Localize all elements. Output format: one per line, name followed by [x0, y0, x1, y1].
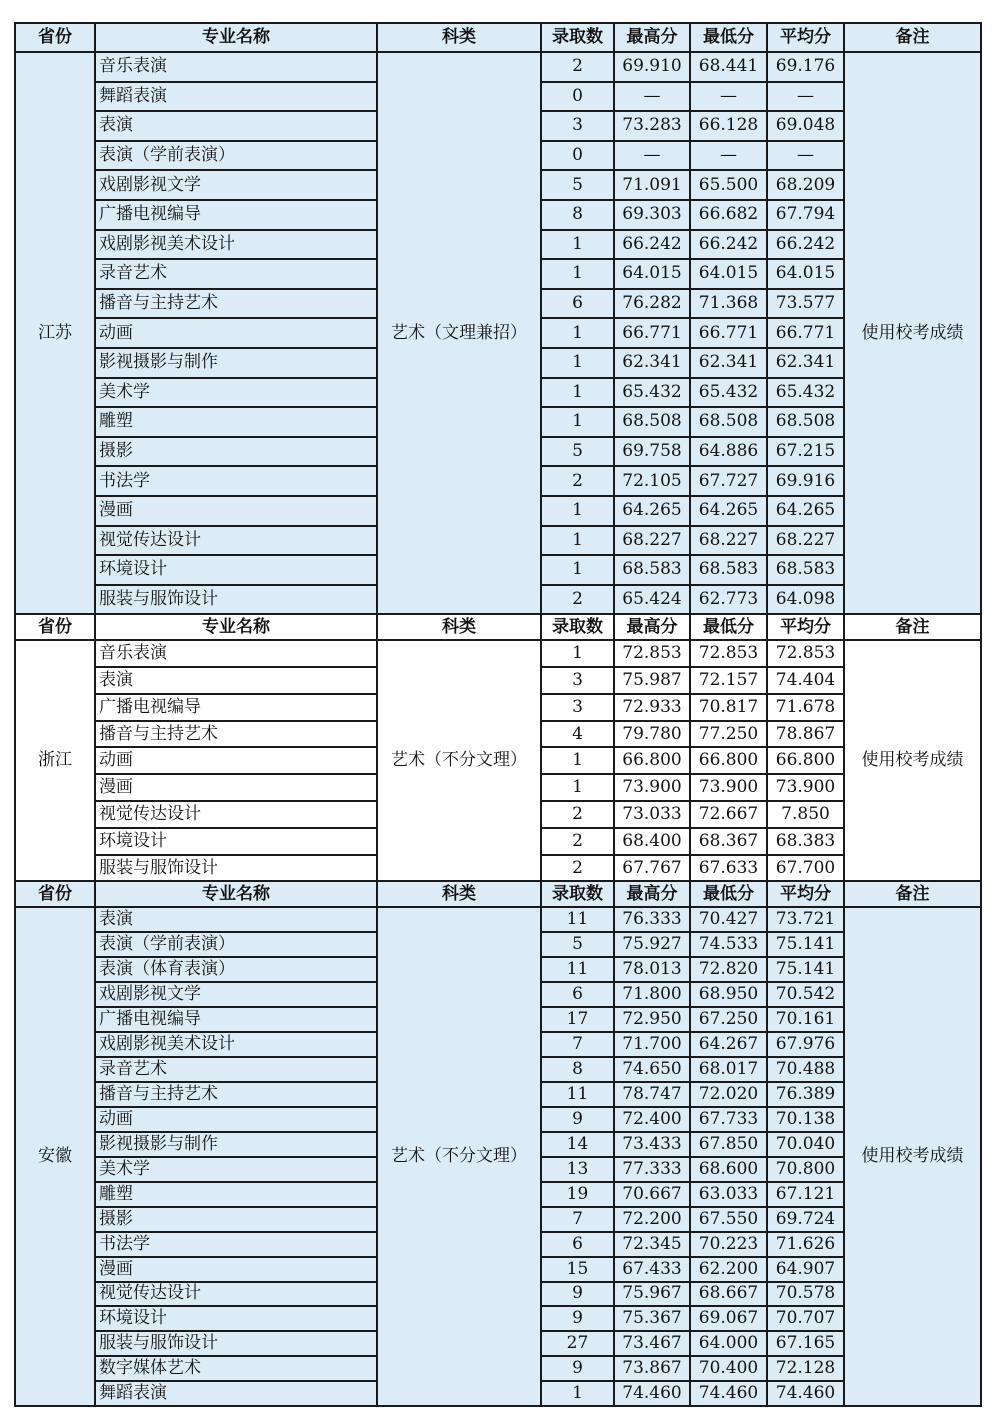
major-name-cell: 表演（学前表演）	[95, 141, 377, 171]
max-score-cell: 76.333	[614, 907, 690, 932]
category-cell: 艺术（不分文理）	[377, 907, 541, 1406]
admit-count-cell: 15	[541, 1257, 614, 1282]
max-header: 最高分	[614, 881, 690, 907]
admission-score-table	[14, 22, 980, 1407]
max-score-cell: 73.283	[614, 111, 690, 141]
major-name-cell: 动画	[95, 318, 377, 348]
min-score-cell: 74.460	[690, 1381, 767, 1406]
min-score-cell: 68.600	[690, 1157, 767, 1182]
admit-count-cell: 6	[541, 982, 614, 1007]
admit-count-cell: 2	[541, 466, 614, 496]
admit-count-cell: 2	[541, 855, 614, 882]
admit-count-cell: 1	[541, 747, 614, 774]
admit-count-cell: 1	[541, 259, 614, 289]
major-name-cell: 广播电视编导	[95, 200, 377, 230]
admit-count-cell: 14	[541, 1132, 614, 1157]
avg-score-cell: 7.850	[767, 801, 844, 828]
avg-score-cell: 75.141	[767, 932, 844, 957]
category-header: 科类	[377, 23, 541, 52]
major-name-cell: 戏剧影视美术设计	[95, 230, 377, 260]
admit-count-cell: 13	[541, 1157, 614, 1182]
major-name-cell: 雕塑	[95, 1182, 377, 1207]
min-score-cell: 66.682	[690, 200, 767, 230]
admit-count-cell: 1	[541, 640, 614, 667]
max-score-cell: 73.033	[614, 801, 690, 828]
min-score-cell: 66.800	[690, 747, 767, 774]
min-score-cell: 72.667	[690, 801, 767, 828]
admit-count-cell: 27	[541, 1331, 614, 1356]
max-score-cell: 72.950	[614, 1007, 690, 1032]
major-name-cell: 动画	[95, 747, 377, 774]
avg-score-cell: 66.800	[767, 747, 844, 774]
max-score-cell: 71.700	[614, 1032, 690, 1057]
avg-score-cell: 67.215	[767, 437, 844, 467]
admit-count-cell: 8	[541, 1057, 614, 1082]
avg-score-cell: 70.138	[767, 1107, 844, 1132]
max-score-cell: 76.282	[614, 289, 690, 319]
min-score-cell: 77.250	[690, 721, 767, 748]
admit-count-cell: 0	[541, 141, 614, 171]
min-score-cell: 69.067	[690, 1306, 767, 1331]
admit-count-cell: 3	[541, 667, 614, 694]
note-cell: 使用校考成绩	[844, 52, 981, 614]
major-name-cell: 书法学	[95, 466, 377, 496]
admit-count-cell: 11	[541, 957, 614, 982]
min-score-cell: 65.500	[690, 170, 767, 200]
avg-score-cell: 67.121	[767, 1182, 844, 1207]
min-header: 最低分	[690, 614, 767, 640]
max-score-cell: 75.967	[614, 1282, 690, 1307]
min-score-cell: 70.427	[690, 907, 767, 932]
min-score-cell: 64.015	[690, 259, 767, 289]
max-score-cell: 75.367	[614, 1306, 690, 1331]
major-name-cell: 戏剧影视美术设计	[95, 1032, 377, 1057]
min-score-cell: 68.583	[690, 555, 767, 585]
avg-score-cell: 66.771	[767, 318, 844, 348]
min-score-cell: 72.820	[690, 957, 767, 982]
min-score-cell: —	[690, 141, 767, 171]
avg-score-cell: 72.128	[767, 1356, 844, 1381]
major-name-cell: 影视摄影与制作	[95, 348, 377, 378]
admit-count-cell: 1	[541, 348, 614, 378]
major-name-cell: 舞蹈表演	[95, 82, 377, 112]
avg-score-cell: 65.432	[767, 378, 844, 408]
avg-score-cell: 66.242	[767, 230, 844, 260]
major-name-cell: 广播电视编导	[95, 1007, 377, 1032]
max-score-cell: 67.433	[614, 1257, 690, 1282]
major-name-cell: 美术学	[95, 1157, 377, 1182]
avg-score-cell: 74.404	[767, 667, 844, 694]
major-name-cell: 漫画	[95, 774, 377, 801]
avg-score-cell: 64.015	[767, 259, 844, 289]
avg-score-cell: 73.721	[767, 907, 844, 932]
admit-count-cell: 8	[541, 200, 614, 230]
avg-score-cell: 64.907	[767, 1257, 844, 1282]
category-cell: 艺术（文理兼招）	[377, 52, 541, 614]
avg-score-cell: 74.460	[767, 1381, 844, 1406]
admit-count-cell: 6	[541, 289, 614, 319]
major-name-cell: 美术学	[95, 378, 377, 408]
table-row	[15, 640, 981, 667]
major-header: 专业名称	[95, 614, 377, 640]
min-score-cell: 67.550	[690, 1207, 767, 1232]
avg-score-cell: 71.626	[767, 1232, 844, 1257]
min-score-cell: 64.265	[690, 496, 767, 526]
avg-score-cell: —	[767, 141, 844, 171]
max-score-cell: 72.105	[614, 466, 690, 496]
admit-count-cell: 4	[541, 721, 614, 748]
header-row	[15, 881, 981, 907]
category-header: 科类	[377, 881, 541, 907]
admit-count-cell: 3	[541, 111, 614, 141]
major-name-cell: 服装与服饰设计	[95, 1331, 377, 1356]
count-header: 录取数	[541, 614, 614, 640]
min-score-cell: 64.886	[690, 437, 767, 467]
admit-count-cell: 6	[541, 1232, 614, 1257]
min-score-cell: 67.633	[690, 855, 767, 882]
min-score-cell: 62.341	[690, 348, 767, 378]
section-jiangsu	[15, 23, 981, 614]
avg-score-cell: 70.488	[767, 1057, 844, 1082]
avg-score-cell: 68.583	[767, 555, 844, 585]
min-score-cell: 70.223	[690, 1232, 767, 1257]
admit-count-cell: 0	[541, 82, 614, 112]
max-score-cell: 73.867	[614, 1356, 690, 1381]
table-row	[15, 907, 981, 932]
admit-count-cell: 1	[541, 496, 614, 526]
province-cell: 江苏	[15, 52, 95, 614]
max-score-cell: 75.927	[614, 932, 690, 957]
min-score-cell: 66.242	[690, 230, 767, 260]
min-score-cell: 64.267	[690, 1032, 767, 1057]
max-score-cell: 72.345	[614, 1232, 690, 1257]
admit-count-cell: 1	[541, 230, 614, 260]
header-row	[15, 23, 981, 52]
count-header: 录取数	[541, 23, 614, 52]
category-header: 科类	[377, 614, 541, 640]
avg-score-cell: 70.800	[767, 1157, 844, 1182]
major-name-cell: 数字媒体艺术	[95, 1356, 377, 1381]
table-row	[15, 52, 981, 82]
major-name-cell: 表演	[95, 111, 377, 141]
max-score-cell: 74.650	[614, 1057, 690, 1082]
avg-score-cell: 70.707	[767, 1306, 844, 1331]
major-name-cell: 录音艺术	[95, 259, 377, 289]
admit-count-cell: 11	[541, 907, 614, 932]
admit-count-cell: 17	[541, 1007, 614, 1032]
min-score-cell: 72.157	[690, 667, 767, 694]
major-name-cell: 服装与服饰设计	[95, 585, 377, 615]
admit-count-cell: 5	[541, 932, 614, 957]
major-name-cell: 书法学	[95, 1232, 377, 1257]
avg-score-cell: 62.341	[767, 348, 844, 378]
major-name-cell: 动画	[95, 1107, 377, 1132]
admit-count-cell: 9	[541, 1306, 614, 1331]
avg-score-cell: 68.227	[767, 526, 844, 556]
min-score-cell: 74.533	[690, 932, 767, 957]
major-name-cell: 播音与主持艺术	[95, 721, 377, 748]
avg-score-cell: 70.161	[767, 1007, 844, 1032]
avg-score-cell: 67.165	[767, 1331, 844, 1356]
major-name-cell: 戏剧影视文学	[95, 170, 377, 200]
max-score-cell: —	[614, 141, 690, 171]
admit-count-cell: 9	[541, 1107, 614, 1132]
avg-header: 平均分	[767, 881, 844, 907]
avg-score-cell: 70.542	[767, 982, 844, 1007]
major-name-cell: 表演（体育表演）	[95, 957, 377, 982]
max-score-cell: 69.758	[614, 437, 690, 467]
note-cell: 使用校考成绩	[844, 640, 981, 881]
max-score-cell: 71.800	[614, 982, 690, 1007]
max-score-cell: 73.467	[614, 1331, 690, 1356]
min-score-cell: 72.020	[690, 1082, 767, 1107]
admit-count-cell: 1	[541, 555, 614, 585]
note-header: 备注	[844, 23, 981, 52]
avg-score-cell: 69.048	[767, 111, 844, 141]
max-score-cell: 68.508	[614, 407, 690, 437]
major-name-cell: 视觉传达设计	[95, 1282, 377, 1307]
major-name-cell: 播音与主持艺术	[95, 1082, 377, 1107]
max-score-cell: 66.242	[614, 230, 690, 260]
admit-count-cell: 1	[541, 378, 614, 408]
major-name-cell: 音乐表演	[95, 640, 377, 667]
max-score-cell: —	[614, 82, 690, 112]
max-score-cell: 70.667	[614, 1182, 690, 1207]
note-cell: 使用校考成绩	[844, 907, 981, 1406]
min-score-cell: 66.771	[690, 318, 767, 348]
major-header: 专业名称	[95, 881, 377, 907]
min-score-cell: 73.900	[690, 774, 767, 801]
admit-count-cell: 9	[541, 1282, 614, 1307]
major-name-cell: 漫画	[95, 496, 377, 526]
admit-count-cell: 2	[541, 52, 614, 82]
max-header: 最高分	[614, 614, 690, 640]
major-name-cell: 视觉传达设计	[95, 526, 377, 556]
avg-score-cell: 78.867	[767, 721, 844, 748]
header-row	[15, 614, 981, 640]
min-score-cell: 66.128	[690, 111, 767, 141]
max-score-cell: 72.853	[614, 640, 690, 667]
min-score-cell: 62.773	[690, 585, 767, 615]
avg-score-cell: 68.383	[767, 828, 844, 855]
min-score-cell: 67.727	[690, 466, 767, 496]
admit-count-cell: 19	[541, 1182, 614, 1207]
min-score-cell: —	[690, 82, 767, 112]
major-name-cell: 雕塑	[95, 407, 377, 437]
avg-score-cell: 75.141	[767, 957, 844, 982]
min-score-cell: 65.432	[690, 378, 767, 408]
min-score-cell: 67.733	[690, 1107, 767, 1132]
min-score-cell: 63.033	[690, 1182, 767, 1207]
major-name-cell: 摄影	[95, 437, 377, 467]
avg-header: 平均分	[767, 23, 844, 52]
province-header: 省份	[15, 23, 95, 52]
max-score-cell: 73.900	[614, 774, 690, 801]
avg-score-cell: 67.976	[767, 1032, 844, 1057]
min-header: 最低分	[690, 23, 767, 52]
major-name-cell: 广播电视编导	[95, 694, 377, 721]
avg-score-cell: —	[767, 82, 844, 112]
avg-score-cell: 70.578	[767, 1282, 844, 1307]
section-zhejiang	[15, 614, 981, 881]
admit-count-cell: 1	[541, 1381, 614, 1406]
max-score-cell: 74.460	[614, 1381, 690, 1406]
max-header: 最高分	[614, 23, 690, 52]
max-score-cell: 78.013	[614, 957, 690, 982]
min-score-cell: 68.950	[690, 982, 767, 1007]
max-score-cell: 73.433	[614, 1132, 690, 1157]
max-score-cell: 66.771	[614, 318, 690, 348]
min-score-cell: 68.367	[690, 828, 767, 855]
max-score-cell: 68.227	[614, 526, 690, 556]
min-score-cell: 67.250	[690, 1007, 767, 1032]
avg-score-cell: 69.724	[767, 1207, 844, 1232]
min-score-cell: 68.227	[690, 526, 767, 556]
avg-score-cell: 76.389	[767, 1082, 844, 1107]
province-header: 省份	[15, 881, 95, 907]
max-score-cell: 65.424	[614, 585, 690, 615]
major-name-cell: 服装与服饰设计	[95, 855, 377, 882]
avg-score-cell: 64.265	[767, 496, 844, 526]
major-name-cell: 环境设计	[95, 555, 377, 585]
avg-score-cell: 64.098	[767, 585, 844, 615]
max-score-cell: 68.400	[614, 828, 690, 855]
min-score-cell: 67.850	[690, 1132, 767, 1157]
max-score-cell: 64.265	[614, 496, 690, 526]
admit-count-cell: 9	[541, 1356, 614, 1381]
major-name-cell: 表演（学前表演）	[95, 932, 377, 957]
major-name-cell: 播音与主持艺术	[95, 289, 377, 319]
max-score-cell: 66.800	[614, 747, 690, 774]
avg-score-cell: 71.678	[767, 694, 844, 721]
max-score-cell: 62.341	[614, 348, 690, 378]
max-score-cell: 77.333	[614, 1157, 690, 1182]
avg-score-cell: 68.508	[767, 407, 844, 437]
max-score-cell: 78.747	[614, 1082, 690, 1107]
avg-score-cell: 67.794	[767, 200, 844, 230]
major-name-cell: 摄影	[95, 1207, 377, 1232]
major-name-cell: 表演	[95, 907, 377, 932]
major-name-cell: 舞蹈表演	[95, 1381, 377, 1406]
category-cell: 艺术（不分文理）	[377, 640, 541, 881]
admit-count-cell: 2	[541, 801, 614, 828]
avg-score-cell: 73.577	[767, 289, 844, 319]
max-score-cell: 72.400	[614, 1107, 690, 1132]
admit-count-cell: 7	[541, 1207, 614, 1232]
max-score-cell: 65.432	[614, 378, 690, 408]
admit-count-cell: 1	[541, 407, 614, 437]
admit-count-cell: 5	[541, 170, 614, 200]
min-score-cell: 68.441	[690, 52, 767, 82]
admit-count-cell: 2	[541, 828, 614, 855]
major-name-cell: 影视摄影与制作	[95, 1132, 377, 1157]
major-name-cell: 音乐表演	[95, 52, 377, 82]
admit-count-cell: 3	[541, 694, 614, 721]
admit-count-cell: 7	[541, 1032, 614, 1057]
min-score-cell: 72.853	[690, 640, 767, 667]
score-table	[14, 22, 982, 1407]
section-anhui	[15, 881, 981, 1406]
max-score-cell: 71.091	[614, 170, 690, 200]
province-header: 省份	[15, 614, 95, 640]
avg-score-cell: 69.176	[767, 52, 844, 82]
avg-score-cell: 73.900	[767, 774, 844, 801]
min-score-cell: 68.508	[690, 407, 767, 437]
max-score-cell: 69.910	[614, 52, 690, 82]
note-header: 备注	[844, 614, 981, 640]
major-name-cell: 漫画	[95, 1257, 377, 1282]
max-score-cell: 67.767	[614, 855, 690, 882]
major-name-cell: 戏剧影视文学	[95, 982, 377, 1007]
min-score-cell: 62.200	[690, 1257, 767, 1282]
admit-count-cell: 1	[541, 318, 614, 348]
min-score-cell: 68.667	[690, 1282, 767, 1307]
min-score-cell: 70.400	[690, 1356, 767, 1381]
major-header: 专业名称	[95, 23, 377, 52]
admit-count-cell: 11	[541, 1082, 614, 1107]
avg-score-cell: 69.916	[767, 466, 844, 496]
avg-score-cell: 70.040	[767, 1132, 844, 1157]
count-header: 录取数	[541, 881, 614, 907]
avg-score-cell: 72.853	[767, 640, 844, 667]
max-score-cell: 68.583	[614, 555, 690, 585]
admit-count-cell: 2	[541, 585, 614, 615]
major-name-cell: 环境设计	[95, 828, 377, 855]
avg-score-cell: 68.209	[767, 170, 844, 200]
min-score-cell: 64.000	[690, 1331, 767, 1356]
major-name-cell: 视觉传达设计	[95, 801, 377, 828]
max-score-cell: 69.303	[614, 200, 690, 230]
admit-count-cell: 5	[541, 437, 614, 467]
min-score-cell: 70.817	[690, 694, 767, 721]
max-score-cell: 72.200	[614, 1207, 690, 1232]
max-score-cell: 75.987	[614, 667, 690, 694]
province-cell: 安徽	[15, 907, 95, 1406]
admit-count-cell: 1	[541, 526, 614, 556]
max-score-cell: 72.933	[614, 694, 690, 721]
min-header: 最低分	[690, 881, 767, 907]
min-score-cell: 68.017	[690, 1057, 767, 1082]
max-score-cell: 64.015	[614, 259, 690, 289]
admit-count-cell: 1	[541, 774, 614, 801]
avg-header: 平均分	[767, 614, 844, 640]
min-score-cell: 71.368	[690, 289, 767, 319]
note-header: 备注	[844, 881, 981, 907]
province-cell: 浙江	[15, 640, 95, 881]
major-name-cell: 环境设计	[95, 1306, 377, 1331]
avg-score-cell: 67.700	[767, 855, 844, 882]
max-score-cell: 79.780	[614, 721, 690, 748]
major-name-cell: 录音艺术	[95, 1057, 377, 1082]
major-name-cell: 表演	[95, 667, 377, 694]
